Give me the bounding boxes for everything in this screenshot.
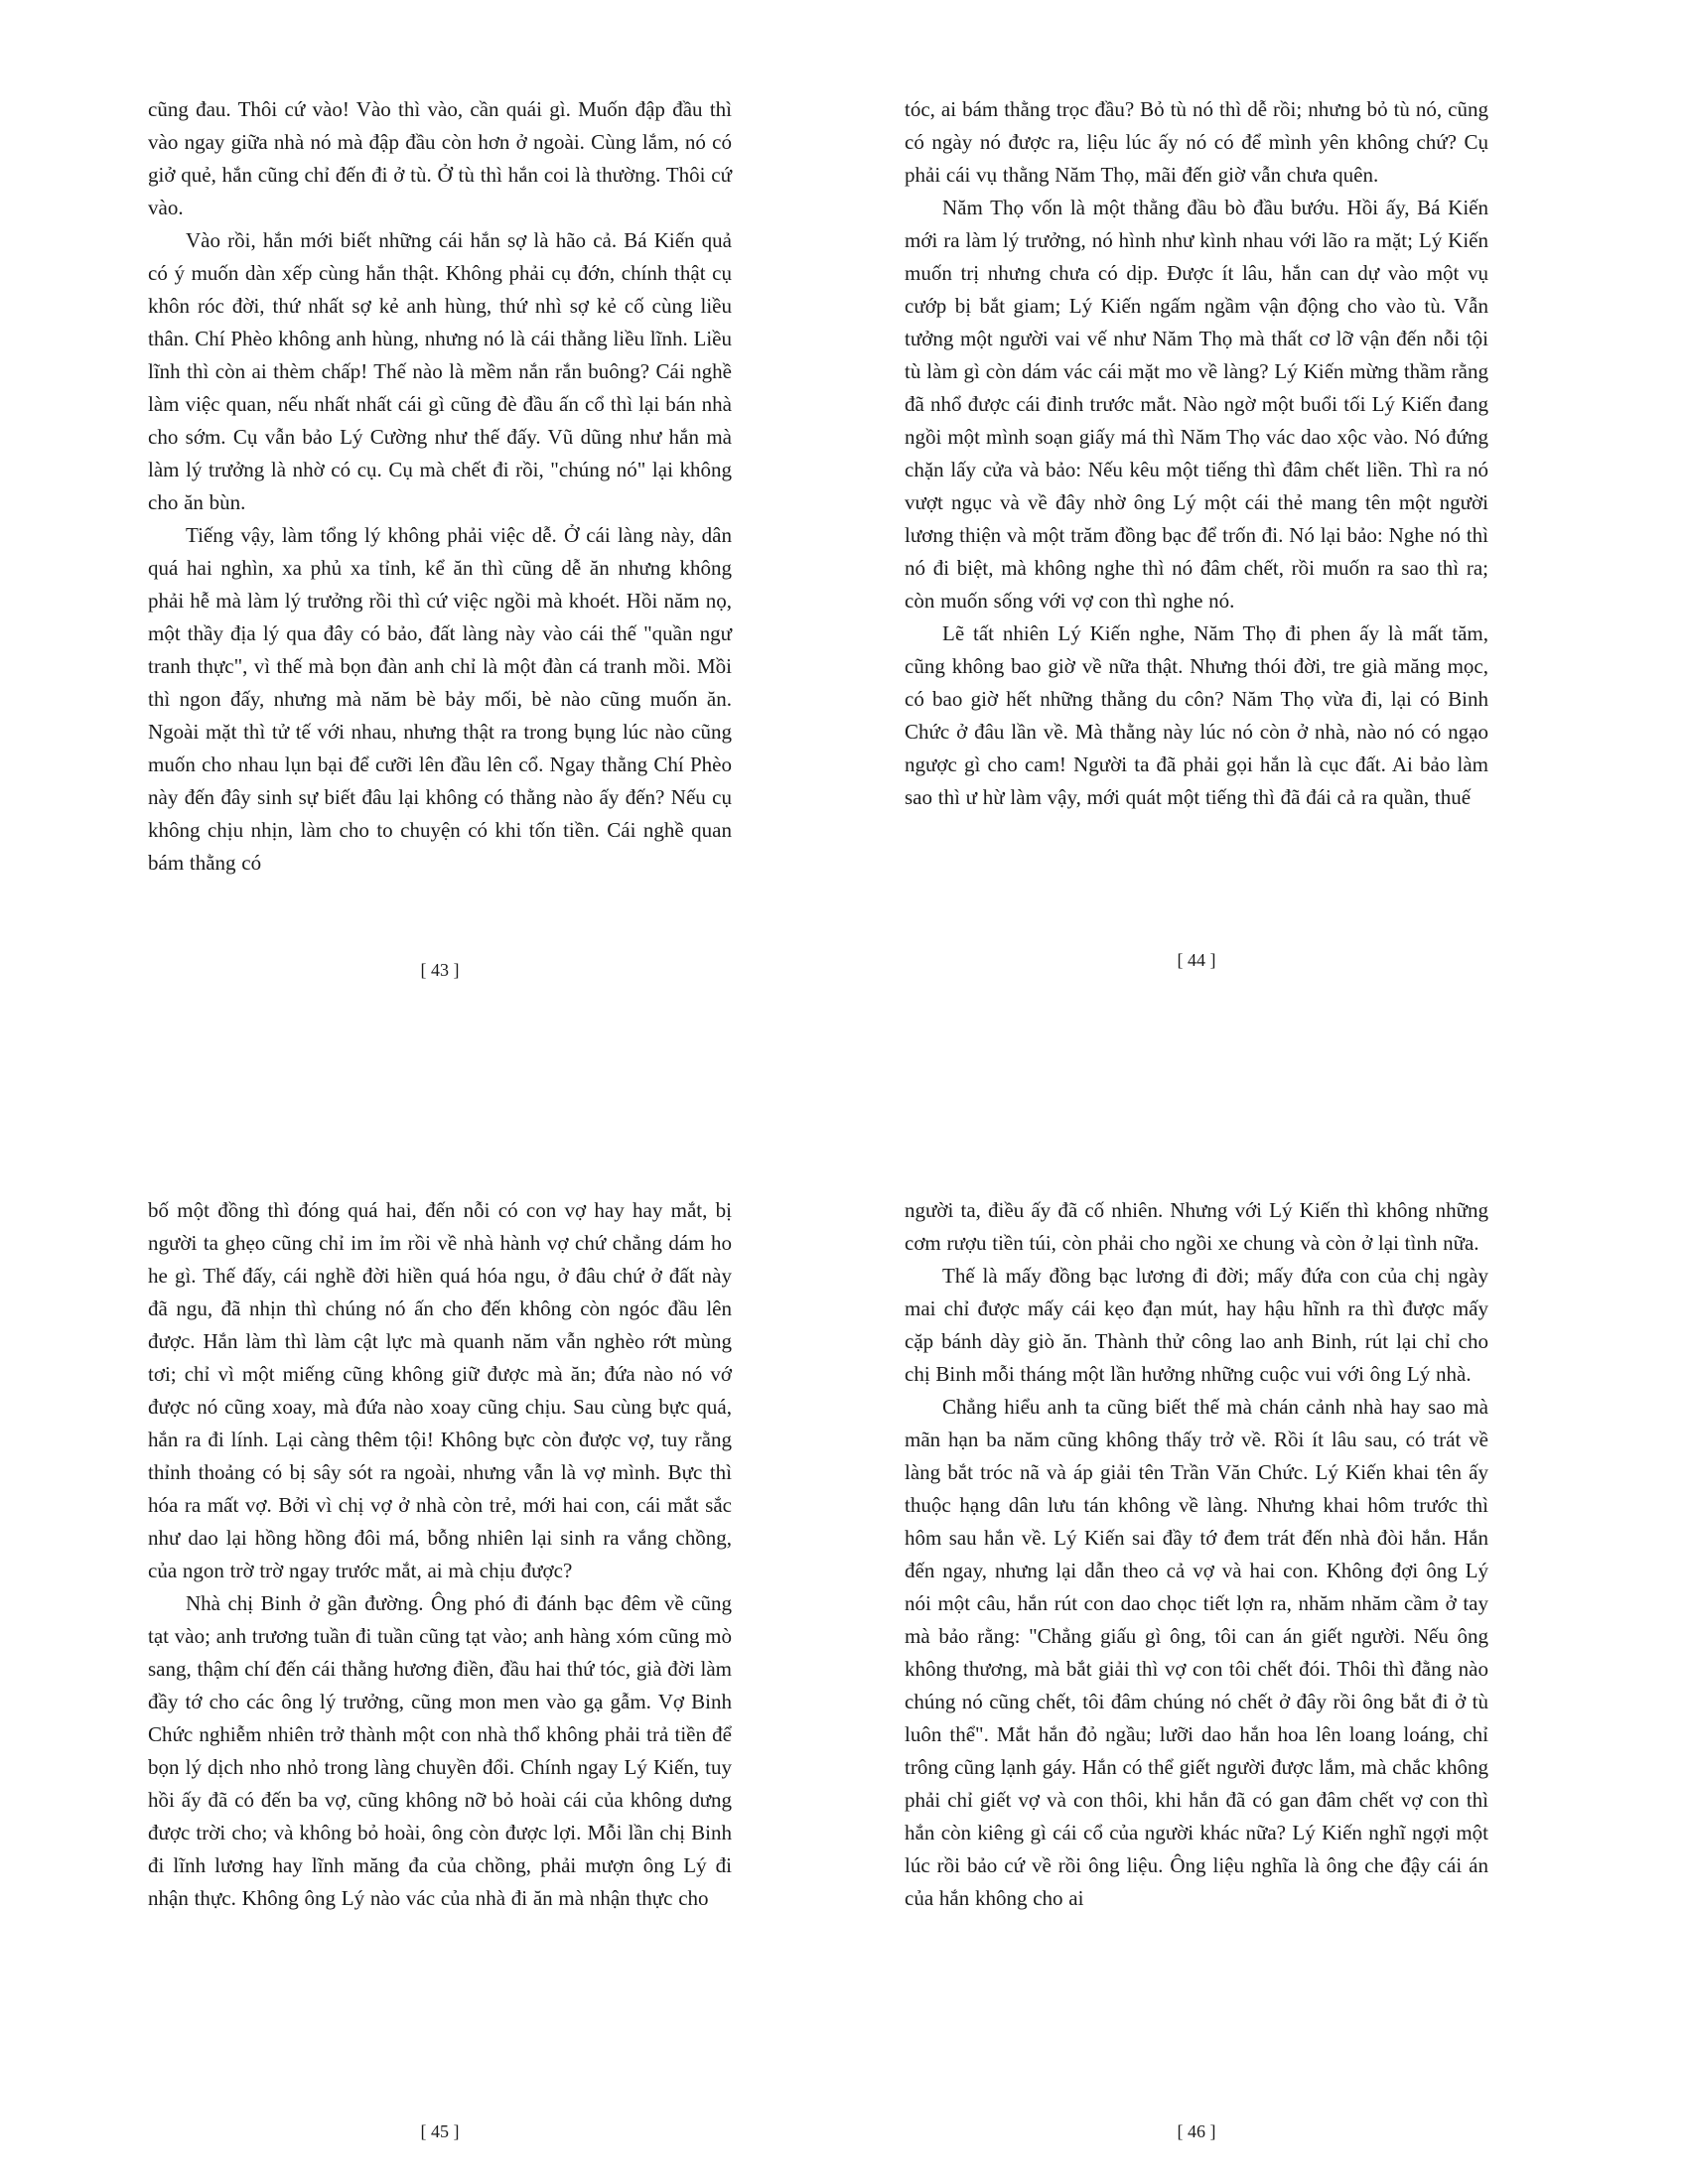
page-number-46: [ 46 ] (1177, 2121, 1216, 2141)
paragraph: tóc, ai bám thằng trọc đầu? Bỏ tù nó thì dễ rồi; nhưng bỏ tù nó, cũng có ngày nó được ra, liệu lúc ấy nó có để mình yên không chứ? Cụ phải cái vụ thằng Năm Thọ, mãi đến giờ vẫn chưa quên. (905, 97, 1488, 187)
page-column-44 (905, 93, 1488, 814)
paragraph: Lẽ tất nhiên Lý Kiến nghe, Năm Thọ đi phen ấy là mất tăm, cũng không bao giờ về nữa thật. Nhưng thói đời, tre già măng mọc, có bao giờ hết những thằng du côn? Năm Thọ vừa đi, lại có Binh Chức ở đâu lần về. Mà thằng này lúc nó còn ở nhà, nào nó có ngạo ngược gì cho cam! Người ta đã phải gọi hắn là cục đất. Ai bảo làm sao thì ư hừ làm vậy, mới quát một tiếng thì đã đái cả ra quần, thuế (905, 621, 1488, 809)
page-column-43 (148, 93, 732, 880)
paragraph: Năm Thọ vốn là một thằng đầu bò đầu bướu. Hồi ấy, Bá Kiến mới ra làm lý trưởng, nó hình như kình nhau với lão ra mặt; Lý Kiến muốn trị nhưng chưa có dịp. Được ít lâu, hắn can dự vào một vụ cướp bị bắt giam; Lý Kiến ngấm ngầm vận động cho vào tù. Vẫn tưởng một người vai vế như Năm Thọ mà thất cơ lỡ vận đến nỗi tội tù làm gì còn dám vác cái mặt mo về làng? Lý Kiến mừng thầm rằng đã nhổ được cái đinh trước mắt. Nào ngờ một buổi tối Lý Kiến đang ngồi một mình soạn giấy má thì Năm Thọ vác dao xộc vào. Nó đứng chặn lấy cửa và bảo: Nếu kêu một tiếng thì đâm chết liền. Thì ra nó vượt ngục và về đây nhờ ông Lý một cái thẻ mang tên một người lương thiện và một trăm đồng bạc để trốn đi. Nó lại bảo: Nghe nó thì nó đi biệt, mà không nghe thì nó đâm chết, rồi muốn ra sao thì ra; còn muốn sống với vợ con thì nghe nó. (905, 196, 1488, 613)
paragraph: Tiếng vậy, làm tổng lý không phải việc dễ. Ở cái làng này, dân quá hai nghìn, xa phủ xa tỉnh, kể ăn thì cũng dễ ăn nhưng không phải hễ mà làm lý trưởng rồi thì cứ việc ngồi mà khoét. Hồi năm nọ, một thầy địa lý qua đây có bảo, đất làng này vào cái thế "quần ngư tranh thực", vì thế mà bọn đàn anh chỉ là một đàn cá tranh mồi. Mồi thì ngon đấy, nhưng mà năm bè bảy mối, bè nào cũng muốn ăn. Ngoài mặt thì tử tế với nhau, nhưng thật ra trong bụng lúc nào cũng muốn cho nhau lụn bại để cưỡi lên đầu lên cổ. Ngay thằng Chí Phèo này đến đây sinh sự biết đâu lại không có thằng nào ấy đến? Nếu cụ không chịu nhịn, làm cho to chuyện có khi tốn tiền. Cái nghề quan bám thằng có (148, 523, 732, 875)
paragraph: Vào rồi, hắn mới biết những cái hắn sợ là hão cả. Bá Kiến quả có ý muốn dàn xếp cùng hắn thật. Không phải cụ đớn, chính thật cụ khôn róc đời, thứ nhất sợ kẻ anh hùng, thứ nhì sợ kẻ cố cùng liều thân. Chí Phèo không anh hùng, nhưng nó là cái thằng liều lĩnh. Liều lĩnh thì còn ai thèm chấp! Thế nào là mềm nắn rắn buông? Cái nghề làm việc quan, nếu nhất nhất cái gì cũng đè đầu ấn cổ thì lại bán nhà cho sớm. Cụ vẫn bảo Lý Cường như thế đấy. Vũ dũng như hắn mà làm lý trưởng là nhờ có cụ. Cụ mà chết đi rồi, "chúng nó" lại không cho ăn bùn. (148, 228, 732, 514)
paragraph: bố một đồng thì đóng quá hai, đến nỗi có con vợ hay hay mắt, bị người ta ghẹo cũng chỉ im ỉm rồi về nhà hành vợ chứ chẳng dám ho he gì. Thế đấy, cái nghề đời hiền quá hóa ngu, ở đâu chứ ở đất này đã ngu, đã nhịn thì chúng nó ấn cho đến không còn ngóc đầu lên được. Hắn làm thì làm cật lực mà quanh năm vẫn nghèo rớt mùng tơi; chỉ vì một miếng cũng không giữ được mà ăn; đứa nào nó vớ được nó cũng xoay, mà đứa nào xoay cũng chịu. Sau cùng bực quá, hắn ra đi lính. Lại càng thêm tội! Không bực còn được vợ, tuy rằng thỉnh thoảng có bị sây sót ra ngoài, nhưng vẫn là vợ mình. Bực thì hóa ra mất vợ. Bởi vì chị vợ ở nhà còn trẻ, mới hai con, cái mắt sắc như dao lại hồng hồng đôi má, bỗng nhiên lại sinh ra vắng chồng, của ngon trờ trờ ngay trước mắt, ai mà chịu được? (148, 1198, 732, 1582)
paragraph: Nhà chị Binh ở gần đường. Ông phó đi đánh bạc đêm về cũng tạt vào; anh trương tuần đi tuần cũng tạt vào; anh hàng xóm cũng mò sang, thậm chí đến cái thằng hương điền, đầu hai thứ tóc, già đời làm đầy tớ cho các ông lý trưởng, cũng mon men vào gạ gẫm. Vợ Binh Chức nghiễm nhiên trở thành một con nhà thổ không phải trả tiền để bọn lý dịch nho nhỏ trong làng chuyền đổi. Chính ngay Lý Kiến, tuy hồi ấy đã có đến ba vợ, cũng không nỡ bỏ hoài cái của không dưng được trời cho; và không bỏ hoài, ông còn được lợi. Mỗi lần chị Binh đi lĩnh lương hay lĩnh măng đa của chồng, phải mượn ông Lý đi nhận thực. Không ông Lý nào vác của nhà đi ăn mà nhận thực cho (148, 1591, 732, 1910)
page-number-43: [ 43 ] (420, 960, 460, 980)
paragraph: Chẳng hiểu anh ta cũng biết thế mà chán cảnh nhà hay sao mà mãn hạn ba năm cũng không thấy trở về. Rồi ít lâu sau, có trát về làng bắt tróc nã và áp giải tên Trần Văn Chức. Lý Kiến khai tên ấy thuộc hạng dân lưu tán không về làng. Nhưng khai hôm trước thì hôm sau hắn về. Lý Kiến sai đầy tớ đem trát đến nhà đòi hắn. Hắn đến ngay, nhưng lại dẫn theo cả vợ và hai con. Không đợi ông Lý nói một câu, hắn rút con dao chọc tiết lợn ra, nhăm nhăm cầm ở tay mà bảo rằng: "Chẳng giấu gì ông, tôi can án giết người. Nếu ông không thương, mà bắt giải thì vợ con tôi chết đói. Thôi thì đằng nào chúng nó cũng chết, tôi đâm chúng nó chết ở đây rồi ông bắt đi ở tù luôn thể". Mắt hắn đỏ ngầu; lưỡi dao hắn hoa lên loang loáng, chỉ trông cũng lạnh gáy. Hắn có thể giết người được lắm, mà chắc không phải chỉ giết vợ và con thôi, khi hắn đã có gan đâm chết vợ con thì hắn còn kiêng gì cái cổ của người khác nữa? Lý Kiến nghĩ ngợi một lúc rồi bảo cứ về rồi ông liệu. Ông liệu nghĩa là ông che đậy cái án của hắn không cho ai (905, 1395, 1488, 1910)
paragraph: cũng đau. Thôi cứ vào! Vào thì vào, cần quái gì. Muốn đập đầu thì vào ngay giữa nhà nó mà đập đầu còn hơn ở ngoài. Cùng lắm, nó có giở quẻ, hắn cũng chỉ đến đi ở tù. Ở tù thì hắn coi là thường. Thôi cứ vào. (148, 97, 732, 219)
page-number-45: [ 45 ] (420, 2121, 460, 2141)
page-column-45 (148, 1194, 732, 1915)
page-column-46 (905, 1194, 1488, 1915)
paragraph: Thế là mấy đồng bạc lương đi đời; mấy đứa con của chị ngày mai chỉ được mấy cái kẹo đạn mút, hay hậu hĩnh ra thì được mấy cặp bánh dày giò ăn. Thành thử công lao anh Binh, rút lại chỉ cho chị Binh mỗi tháng một lần hưởng những cuộc vui với ông Lý nhà. (905, 1264, 1488, 1386)
page-number-44: [ 44 ] (1177, 950, 1216, 970)
paragraph: người ta, điều ấy đã cố nhiên. Nhưng với Lý Kiến thì không những cơm rượu tiền túi, còn phải cho ngồi xe chung và còn ở lại tình nữa. (905, 1198, 1488, 1255)
